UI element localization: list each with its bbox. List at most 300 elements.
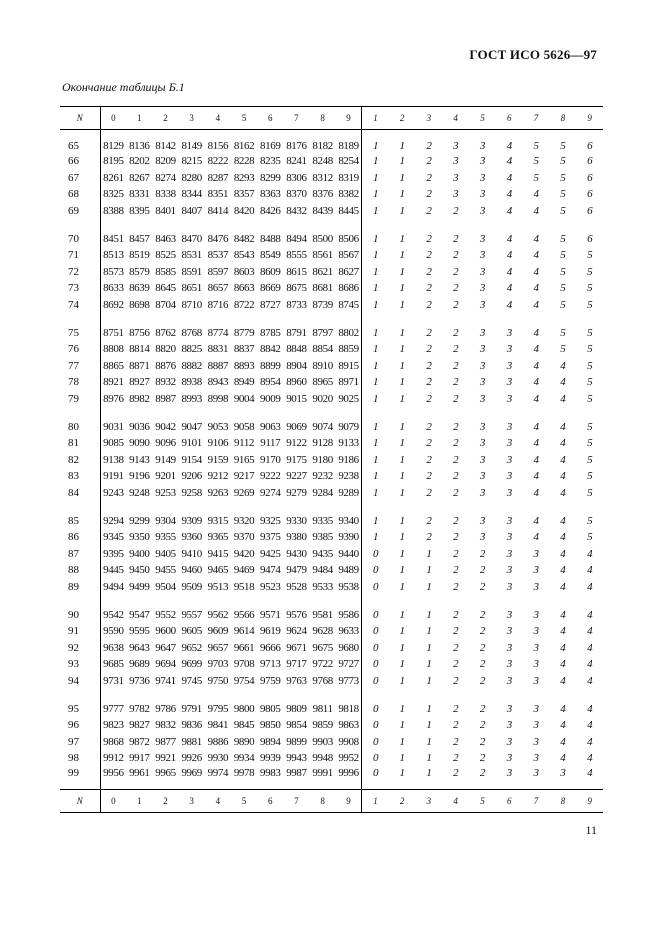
mantissa-cell: 9741 xyxy=(155,674,176,687)
difference-cell: 4 xyxy=(533,205,539,218)
difference-cell: 1 xyxy=(399,719,405,732)
header-difference: 9 xyxy=(576,107,603,130)
mantissa-cell: 9845 xyxy=(233,719,255,732)
table-row xyxy=(60,700,603,717)
mantissa-cell: 9258 xyxy=(181,486,202,499)
difference-cell: 1 xyxy=(426,766,432,779)
difference-cell: 2 xyxy=(479,547,486,560)
mantissa-cell: 9074 xyxy=(312,420,333,433)
mantissa-cell: 9036 xyxy=(129,420,150,433)
difference-cell: 2 xyxy=(453,359,459,372)
mantissa-cell: 9269 xyxy=(233,486,255,499)
difference-cell: 5 xyxy=(560,265,566,278)
difference-cell: 3 xyxy=(533,735,539,748)
row-number: 90 xyxy=(60,606,100,623)
mantissa-cell: 8241 xyxy=(286,155,307,168)
mantissa-cell: 9513 xyxy=(207,580,229,593)
difference-cell: 1 xyxy=(372,453,379,466)
row-number: 95 xyxy=(60,700,100,717)
mantissa-cell: 8854 xyxy=(312,343,333,356)
mantissa-cell: 8887 xyxy=(207,359,229,372)
mantissa-cell: 8739 xyxy=(312,299,333,312)
mantissa-cell: 9868 xyxy=(103,735,124,748)
mantissa-cell: 9859 xyxy=(312,719,333,732)
mantissa-cell: 9624 xyxy=(286,625,307,638)
difference-cell: 3 xyxy=(533,719,539,732)
mantissa-cell: 9263 xyxy=(207,486,229,499)
mantissa-cell: 9460 xyxy=(181,564,202,577)
footer-difference: 6 xyxy=(496,789,523,812)
mantissa-cell: 8871 xyxy=(129,359,150,372)
difference-cell: 1 xyxy=(399,658,405,671)
mantissa-cell: 9469 xyxy=(233,564,255,577)
mantissa-cell: 9004 xyxy=(233,393,255,406)
difference-cell: 3 xyxy=(506,470,512,483)
difference-cell: 3 xyxy=(506,702,512,715)
difference-cell: 2 xyxy=(426,188,432,201)
mantissa-cell: 9180 xyxy=(312,453,333,466)
mantissa-cell: 9430 xyxy=(286,547,307,560)
table-row xyxy=(60,153,603,170)
mantissa-cell: 9206 xyxy=(181,470,202,483)
table-row xyxy=(60,374,603,391)
mantissa-cell: 8797 xyxy=(312,326,333,339)
mantissa-cell: 9912 xyxy=(103,752,124,765)
difference-cell: 1 xyxy=(372,437,379,450)
difference-cell: 1 xyxy=(372,249,379,262)
difference-cell: 5 xyxy=(560,249,566,262)
table-row xyxy=(60,579,603,596)
mantissa-cell: 9943 xyxy=(286,752,307,765)
mantissa-cell: 9917 xyxy=(129,752,150,765)
row-number: 83 xyxy=(60,468,100,485)
difference-cell: 1 xyxy=(399,359,405,372)
difference-cell: 5 xyxy=(587,249,593,262)
difference-cell: 4 xyxy=(506,265,512,278)
mantissa-cell: 8370 xyxy=(286,188,307,201)
footer-difference: 3 xyxy=(415,789,442,812)
difference-cell: 4 xyxy=(533,326,539,339)
difference-cell: 4 xyxy=(533,232,539,245)
difference-cell: 0 xyxy=(372,702,379,715)
difference-cell: 5 xyxy=(587,470,593,483)
difference-cell: 1 xyxy=(372,359,379,372)
table-row xyxy=(60,130,603,154)
mantissa-cell: 8865 xyxy=(103,359,124,372)
difference-cell: 1 xyxy=(372,171,379,184)
mantissa-cell: 8859 xyxy=(336,341,362,358)
mantissa-cell: 9154 xyxy=(181,453,202,466)
mantissa-cell: 8488 xyxy=(260,232,281,245)
mantissa-cell: 9571 xyxy=(260,608,281,621)
mantissa-cell: 9284 xyxy=(312,486,333,499)
mantissa-cell: 8280 xyxy=(181,171,202,184)
difference-cell: 1 xyxy=(372,470,379,483)
mantissa-cell: 8597 xyxy=(207,265,229,278)
footer-difference: 2 xyxy=(389,789,416,812)
row-number: 68 xyxy=(60,186,100,203)
mantissa-cell: 8692 xyxy=(103,299,124,312)
difference-cell: 5 xyxy=(587,393,593,406)
difference-cell: 0 xyxy=(372,719,379,732)
mantissa-cell: 9666 xyxy=(260,641,281,654)
mantissa-cell: 8733 xyxy=(286,299,307,312)
mantissa-cell: 9015 xyxy=(286,393,307,406)
mantissa-cell: 8882 xyxy=(181,359,202,372)
difference-cell: 3 xyxy=(506,376,512,389)
difference-cell: 2 xyxy=(453,625,459,638)
footer-mantissa: 9 xyxy=(336,789,362,812)
mantissa-cell: 8506 xyxy=(336,230,362,247)
mantissa-cell: 9590 xyxy=(103,625,124,638)
difference-cell: 4 xyxy=(587,608,593,621)
mantissa-cell: 8615 xyxy=(286,265,307,278)
mantissa-cell: 9841 xyxy=(207,719,229,732)
mantissa-cell: 9939 xyxy=(260,752,281,765)
mantissa-cell: 8814 xyxy=(129,343,150,356)
difference-cell: 5 xyxy=(587,326,593,339)
mantissa-cell: 9253 xyxy=(155,486,176,499)
difference-cell: 1 xyxy=(372,420,379,433)
mantissa-cell: 9315 xyxy=(207,514,229,527)
mantissa-cell: 8299 xyxy=(260,171,281,184)
mantissa-cell: 9736 xyxy=(129,674,150,687)
mantissa-cell: 9562 xyxy=(207,608,229,621)
difference-cell: 2 xyxy=(426,282,432,295)
mantissa-cell: 8331 xyxy=(129,188,150,201)
mantissa-cell: 8555 xyxy=(286,249,307,262)
row-number: 82 xyxy=(60,452,100,469)
header-n: N xyxy=(60,107,100,130)
row-number: 89 xyxy=(60,579,100,596)
difference-cell: 1 xyxy=(372,393,379,406)
mantissa-cell: 9991 xyxy=(312,766,333,779)
difference-cell: 1 xyxy=(372,486,379,499)
difference-cell: 1 xyxy=(399,437,405,450)
difference-cell: 2 xyxy=(453,453,459,466)
mantissa-cell: 9609 xyxy=(207,625,229,638)
table-row xyxy=(60,435,603,452)
difference-cell: 1 xyxy=(399,702,405,715)
difference-cell: 3 xyxy=(533,658,539,671)
mantissa-cell: 8710 xyxy=(181,299,202,312)
mantissa-cell: 8899 xyxy=(260,359,281,372)
difference-cell: 5 xyxy=(587,265,593,278)
difference-cell: 5 xyxy=(587,343,593,356)
difference-cell: 2 xyxy=(426,232,432,245)
mantissa-cell: 9345 xyxy=(103,531,124,544)
mantissa-cell: 8842 xyxy=(260,343,281,356)
header-mantissa: 7 xyxy=(283,107,309,130)
table-row xyxy=(60,673,603,690)
mantissa-cell: 9754 xyxy=(233,674,255,687)
mantissa-cell: 8500 xyxy=(312,232,333,245)
difference-cell: 4 xyxy=(560,608,566,621)
mantissa-cell: 9159 xyxy=(207,453,229,466)
mantissa-cell: 9533 xyxy=(312,580,333,593)
difference-cell: 6 xyxy=(587,155,593,168)
footer-mantissa: 5 xyxy=(231,789,257,812)
mantissa-cell: 9222 xyxy=(260,470,281,483)
difference-cell: 4 xyxy=(560,453,566,466)
mantissa-cell: 8513 xyxy=(103,249,124,262)
mantissa-cell: 8876 xyxy=(155,359,176,372)
mantissa-cell: 8651 xyxy=(181,282,202,295)
table-caption: Окончание таблицы Б.1 xyxy=(62,80,185,94)
difference-cell: 2 xyxy=(426,393,432,406)
mantissa-cell: 9405 xyxy=(155,547,176,560)
difference-cell: 4 xyxy=(587,580,593,593)
difference-cell: 5 xyxy=(533,140,539,152)
difference-cell: 1 xyxy=(399,766,405,779)
difference-cell: 6 xyxy=(587,140,593,152)
difference-cell: 2 xyxy=(479,766,486,779)
mantissa-cell: 9811 xyxy=(312,702,333,715)
difference-cell: 5 xyxy=(560,140,566,152)
difference-cell: 3 xyxy=(479,486,486,499)
difference-cell: 3 xyxy=(479,514,486,527)
mantissa-cell: 8439 xyxy=(312,205,333,218)
difference-cell: 4 xyxy=(560,658,566,671)
difference-cell: 3 xyxy=(506,641,512,654)
difference-cell: 1 xyxy=(399,453,405,466)
mantissa-cell: 8215 xyxy=(181,155,202,168)
difference-cell: 1 xyxy=(399,343,405,356)
difference-cell: 3 xyxy=(479,420,486,433)
difference-cell: 5 xyxy=(587,359,593,372)
difference-cell: 1 xyxy=(399,420,405,433)
header-mantissa: 8 xyxy=(310,107,336,130)
difference-cell: 1 xyxy=(426,702,432,715)
difference-cell: 4 xyxy=(533,376,539,389)
difference-cell: 2 xyxy=(479,625,486,638)
mantissa-cell: 9886 xyxy=(207,735,229,748)
mantissa-cell: 9952 xyxy=(336,750,362,767)
header-mantissa: 6 xyxy=(257,107,283,130)
mantissa-cell: 9420 xyxy=(233,547,255,560)
mantissa-cell: 8351 xyxy=(207,188,229,201)
mantissa-cell: 8136 xyxy=(129,140,150,152)
mantissa-cell: 8338 xyxy=(155,188,176,201)
difference-cell: 2 xyxy=(453,752,459,765)
difference-cell: 1 xyxy=(399,155,405,168)
difference-cell: 3 xyxy=(479,188,486,201)
mantissa-cell: 9722 xyxy=(312,658,333,671)
mantissa-cell: 9763 xyxy=(286,674,307,687)
difference-cell: 2 xyxy=(479,735,486,748)
mantissa-cell: 9791 xyxy=(181,702,202,715)
mantissa-cell: 9557 xyxy=(181,608,202,621)
row-number: 77 xyxy=(60,358,100,375)
difference-cell: 3 xyxy=(506,658,512,671)
footer-difference: 4 xyxy=(442,789,469,812)
header-difference: 4 xyxy=(442,107,469,130)
difference-cell: 3 xyxy=(506,531,512,544)
mantissa-cell: 9538 xyxy=(336,579,362,596)
mantissa-cell: 9773 xyxy=(336,673,362,690)
mantissa-cell: 9122 xyxy=(286,437,307,450)
difference-cell: 3 xyxy=(506,453,512,466)
mantissa-cell: 9777 xyxy=(103,702,124,715)
mantissa-cell: 8363 xyxy=(260,188,281,201)
mantissa-cell: 9581 xyxy=(312,608,333,621)
mantissa-cell: 8319 xyxy=(336,170,362,187)
mantissa-cell: 8420 xyxy=(233,205,255,218)
difference-cell: 6 xyxy=(587,232,593,245)
difference-cell: 5 xyxy=(587,453,593,466)
mantissa-cell: 9699 xyxy=(181,658,202,671)
difference-cell: 3 xyxy=(506,752,512,765)
difference-cell: 2 xyxy=(453,420,459,433)
row-number: 84 xyxy=(60,485,100,502)
header-difference: 2 xyxy=(389,107,416,130)
mantissa-cell: 9809 xyxy=(286,702,307,715)
difference-cell: 2 xyxy=(453,531,459,544)
mantissa-cell: 8476 xyxy=(207,232,229,245)
table-row xyxy=(60,656,603,673)
mantissa-cell: 8954 xyxy=(260,376,281,389)
row-number: 73 xyxy=(60,280,100,297)
difference-cell: 3 xyxy=(479,393,486,406)
mantissa-cell: 8982 xyxy=(129,393,150,406)
mantissa-cell: 8357 xyxy=(233,188,255,201)
difference-cell: 2 xyxy=(426,155,432,168)
table-row xyxy=(60,391,603,408)
mantissa-cell: 9248 xyxy=(129,486,150,499)
difference-cell: 4 xyxy=(533,249,539,262)
difference-cell: 2 xyxy=(453,470,459,483)
header-difference: 3 xyxy=(415,107,442,130)
footer-mantissa: 8 xyxy=(310,789,336,812)
difference-cell: 2 xyxy=(453,232,459,245)
difference-cell: 2 xyxy=(453,437,459,450)
table-row xyxy=(60,733,603,750)
mantissa-cell: 9133 xyxy=(336,435,362,452)
mantissa-cell: 9445 xyxy=(103,564,124,577)
difference-cell: 1 xyxy=(399,232,405,245)
row-number: 75 xyxy=(60,324,100,341)
difference-cell: 1 xyxy=(399,608,405,621)
row-number: 99 xyxy=(60,767,100,790)
difference-cell: 4 xyxy=(587,702,593,715)
table-row xyxy=(60,203,603,220)
mantissa-cell: 9380 xyxy=(286,531,307,544)
mantissa-cell: 8142 xyxy=(155,140,176,152)
mantissa-cell: 9786 xyxy=(155,702,176,715)
difference-cell: 2 xyxy=(479,719,486,732)
table-row xyxy=(60,297,603,314)
table-row xyxy=(60,750,603,767)
mantissa-cell: 8388 xyxy=(103,205,124,218)
mantissa-cell: 9657 xyxy=(207,641,229,654)
difference-cell: 4 xyxy=(533,393,539,406)
difference-cell: 4 xyxy=(506,188,512,201)
mantissa-cell: 8716 xyxy=(207,299,229,312)
difference-cell: 1 xyxy=(399,735,405,748)
mantissa-cell: 8149 xyxy=(181,140,202,152)
difference-cell: 5 xyxy=(587,282,593,295)
mantissa-cell: 8549 xyxy=(260,249,281,262)
mantissa-cell: 9069 xyxy=(286,420,307,433)
mantissa-cell: 9996 xyxy=(336,767,362,790)
mantissa-cell: 8893 xyxy=(233,359,255,372)
mantissa-cell: 9201 xyxy=(155,470,176,483)
mantissa-cell: 9375 xyxy=(260,531,281,544)
mantissa-cell: 9805 xyxy=(260,702,281,715)
difference-cell: 1 xyxy=(399,393,405,406)
difference-cell: 4 xyxy=(587,547,593,560)
mantissa-cell: 9128 xyxy=(312,437,333,450)
mantissa-cell: 8993 xyxy=(181,393,202,406)
mantissa-cell: 9671 xyxy=(286,641,307,654)
difference-cell: 1 xyxy=(399,376,405,389)
mantissa-cell: 8791 xyxy=(286,326,307,339)
difference-cell: 3 xyxy=(506,420,512,433)
mantissa-cell: 9289 xyxy=(336,485,362,502)
mantissa-cell: 9143 xyxy=(129,453,150,466)
difference-cell: 4 xyxy=(587,766,593,779)
mantissa-cell: 9063 xyxy=(260,420,281,433)
difference-cell: 2 xyxy=(426,486,432,499)
mantissa-cell: 8686 xyxy=(336,280,362,297)
header-mantissa: 0 xyxy=(100,107,126,130)
difference-cell: 5 xyxy=(587,437,593,450)
mantissa-cell: 9415 xyxy=(207,547,229,560)
mantissa-cell: 9106 xyxy=(207,437,229,450)
row-number: 70 xyxy=(60,230,100,247)
mantissa-cell: 9750 xyxy=(207,674,229,687)
mantissa-cell: 8727 xyxy=(260,299,281,312)
mantissa-cell: 8561 xyxy=(312,249,333,262)
mantissa-cell: 8176 xyxy=(286,140,307,152)
table-row xyxy=(60,468,603,485)
mantissa-cell: 8573 xyxy=(103,265,124,278)
mantissa-cell: 8768 xyxy=(181,326,202,339)
mantissa-cell: 8382 xyxy=(336,186,362,203)
difference-cell: 3 xyxy=(533,674,539,687)
mantissa-cell: 8376 xyxy=(312,188,333,201)
mantissa-cell: 9566 xyxy=(233,608,255,621)
mantissa-cell: 8287 xyxy=(207,171,229,184)
mantissa-cell: 9320 xyxy=(233,514,255,527)
mantissa-cell: 9340 xyxy=(336,512,362,529)
mantissa-cell: 9053 xyxy=(207,420,229,433)
mantissa-cell: 9934 xyxy=(233,752,255,765)
mantissa-cell: 8603 xyxy=(233,265,255,278)
mantissa-cell: 9274 xyxy=(260,486,281,499)
mantissa-cell: 8325 xyxy=(103,188,124,201)
mantissa-cell: 8248 xyxy=(312,155,333,168)
difference-cell: 1 xyxy=(426,641,432,654)
mantissa-cell: 9528 xyxy=(286,580,307,593)
mantissa-cell: 8445 xyxy=(336,203,362,220)
header-difference: 7 xyxy=(523,107,550,130)
mantissa-cell: 8543 xyxy=(233,249,255,262)
difference-cell: 4 xyxy=(560,437,566,450)
row-number: 80 xyxy=(60,418,100,435)
mantissa-cell: 8802 xyxy=(336,324,362,341)
difference-cell: 0 xyxy=(372,766,379,779)
table-row xyxy=(60,717,603,734)
mantissa-cell: 9370 xyxy=(233,531,255,544)
footer-mantissa: 4 xyxy=(205,789,231,812)
mantissa-cell: 8407 xyxy=(181,205,202,218)
mantissa-cell: 9974 xyxy=(207,766,229,779)
difference-cell: 1 xyxy=(399,564,405,577)
mantissa-cell: 9117 xyxy=(260,437,281,450)
mantissa-cell: 9717 xyxy=(286,658,307,671)
mantissa-cell: 9633 xyxy=(336,623,362,640)
